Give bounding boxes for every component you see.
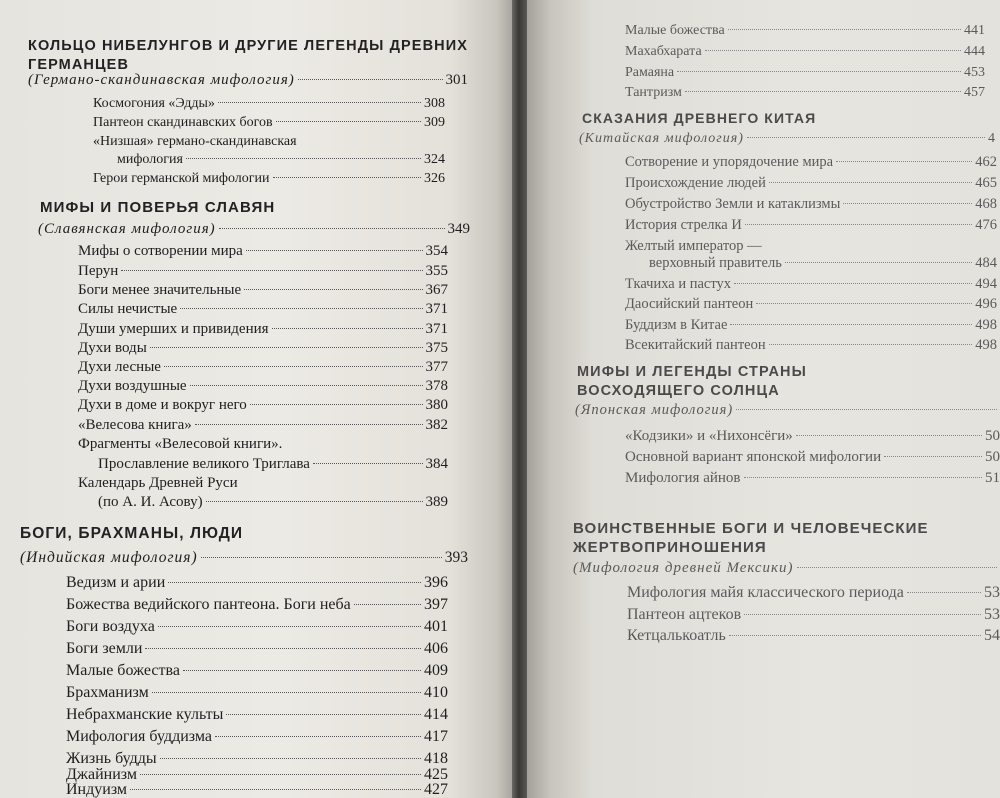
toc-entry[interactable]: Происхождение людей 465 <box>625 175 997 191</box>
toc-entry[interactable]: Индуизм 427 <box>66 781 448 798</box>
toc-entry[interactable]: Кетцалькоатль 54 <box>627 627 1000 644</box>
toc-entry[interactable]: Брахманизм 410 <box>66 684 448 701</box>
toc-entry[interactable]: Мифы о сотворении мира 354 <box>78 243 448 259</box>
toc-entry[interactable]: Божества ведийского пантеона. Боги неба 397 <box>66 596 448 613</box>
toc-entry[interactable]: Мифология айнов 51 <box>625 470 1000 486</box>
section-subtitle-mexican: (Мифология древней Мексики) <box>573 560 1000 577</box>
toc-entry[interactable]: Даосийский пантеон 496 <box>625 296 997 312</box>
toc-entry[interactable]: Пантеон ацтеков 53 <box>627 606 1000 623</box>
toc-entry[interactable]: Джайнизм 425 <box>66 766 448 783</box>
toc-entry[interactable]: (по А. И. Асову) 389 <box>98 494 448 510</box>
toc-entry-line: Желтый император — <box>625 238 762 254</box>
toc-entry[interactable]: Герои германской мифологии 326 <box>93 171 445 186</box>
toc-entry[interactable]: Буддизм в Китае 498 <box>625 317 997 333</box>
section-title-slavic: МИФЫ И ПОВЕРЬЯ СЛАВЯН <box>40 199 276 216</box>
toc-entry[interactable]: Души умерших и привидения 371 <box>78 321 448 337</box>
toc-entry[interactable]: Ткачиха и пастух 494 <box>625 276 997 292</box>
book-gutter <box>512 0 527 798</box>
toc-entry[interactable]: Рамаяна 453 <box>625 65 985 80</box>
toc-entry[interactable]: История стрелка И 476 <box>625 217 997 233</box>
toc-entry[interactable]: Перун 355 <box>78 263 448 279</box>
toc-entry[interactable]: Духи лесные 377 <box>78 359 448 375</box>
toc-entry-line: «Низшая» германо-скандинавская <box>93 134 297 149</box>
right-page <box>527 0 1000 798</box>
section-subtitle-japanese: (Японская мифология) <box>575 402 1000 419</box>
toc-entry[interactable]: Махабхарата 444 <box>625 44 985 59</box>
toc-entry[interactable]: Космогония «Эдды» 308 <box>93 96 445 111</box>
section-title-germanic: КОЛЬЦО НИБЕЛУНГОВ И ДРУГИЕ ЛЕГЕНДЫ ДРЕВНИХ ГЕРМАНЦЕВ <box>28 38 469 73</box>
toc-entry[interactable]: Духи в доме и вокруг него 380 <box>78 397 448 413</box>
toc-entry[interactable]: мифология 324 <box>117 152 445 167</box>
toc-entry-line: Фрагменты «Велесовой книги». <box>78 436 283 452</box>
toc-entry[interactable]: Тантризм 457 <box>625 85 985 100</box>
section-subtitle-slavic: (Славянская мифология) 349 <box>38 221 470 237</box>
toc-entry[interactable]: Всекитайский пантеон 498 <box>625 337 997 353</box>
toc-entry-line: Календарь Древней Руси <box>78 475 238 491</box>
toc-entry[interactable]: Жизнь будды 418 <box>66 750 448 767</box>
section-title-chinese: СКАЗАНИЯ ДРЕВНЕГО КИТАЯ <box>582 110 817 126</box>
toc-entry[interactable]: Основной вариант японской мифологии 50 <box>625 449 1000 465</box>
toc-entry[interactable]: Пантеон скандинавских богов 309 <box>93 115 445 130</box>
toc-entry[interactable]: Духи воды 375 <box>78 340 448 356</box>
section-title-mexican: ВОИНСТВЕННЫЕ БОГИ И ЧЕЛОВЕЧЕСКИЕ ЖЕРТВОПРИНОШЕНИЯ <box>573 520 929 556</box>
toc-entry[interactable]: Боги менее значительные 367 <box>78 282 448 298</box>
section-title-japanese: МИФЫ И ЛЕГЕНДЫ СТРАНЫ ВОСХОДЯЩЕГО СОЛНЦА <box>577 364 807 399</box>
toc-entry[interactable]: «Кодзики» и «Нихонсёги» 50 <box>625 428 1000 444</box>
toc-entry[interactable]: Обустройство Земли и катаклизмы 468 <box>625 196 997 212</box>
toc-entry[interactable]: Малые божества 409 <box>66 662 448 679</box>
toc-entry[interactable]: Мифология майя классического периода 53 <box>627 584 1000 601</box>
toc-entry[interactable]: Малые божества 441 <box>625 23 985 38</box>
toc-entry[interactable]: верховный правитель 484 <box>649 255 997 271</box>
toc-entry[interactable]: Сотворение и упорядочение мира 462 <box>625 154 997 170</box>
toc-entry[interactable]: Небрахманские культы 414 <box>66 706 448 723</box>
section-title-indian: БОГИ, БРАХМАНЫ, ЛЮДИ <box>20 525 244 542</box>
toc-entry[interactable]: Боги воздуха 401 <box>66 618 448 635</box>
toc-entry[interactable]: Силы нечистые 371 <box>78 301 448 317</box>
toc-entry[interactable]: Мифология буддизма 417 <box>66 728 448 745</box>
toc-entry[interactable]: Прославление великого Триглава 384 <box>98 456 448 472</box>
toc-entry[interactable]: Духи воздушные 378 <box>78 378 448 394</box>
section-subtitle-indian: (Индийская мифология) 393 <box>20 549 468 566</box>
section-subtitle-germanic: (Германо-скандинавская мифология) 301 <box>28 72 468 88</box>
toc-entry[interactable]: Боги земли 406 <box>66 640 448 657</box>
section-subtitle-chinese: (Китайская мифология) 4 <box>579 131 995 146</box>
toc-entry[interactable]: «Велесова книга» 382 <box>78 417 448 433</box>
toc-entry[interactable]: Ведизм и арии 396 <box>66 574 448 591</box>
